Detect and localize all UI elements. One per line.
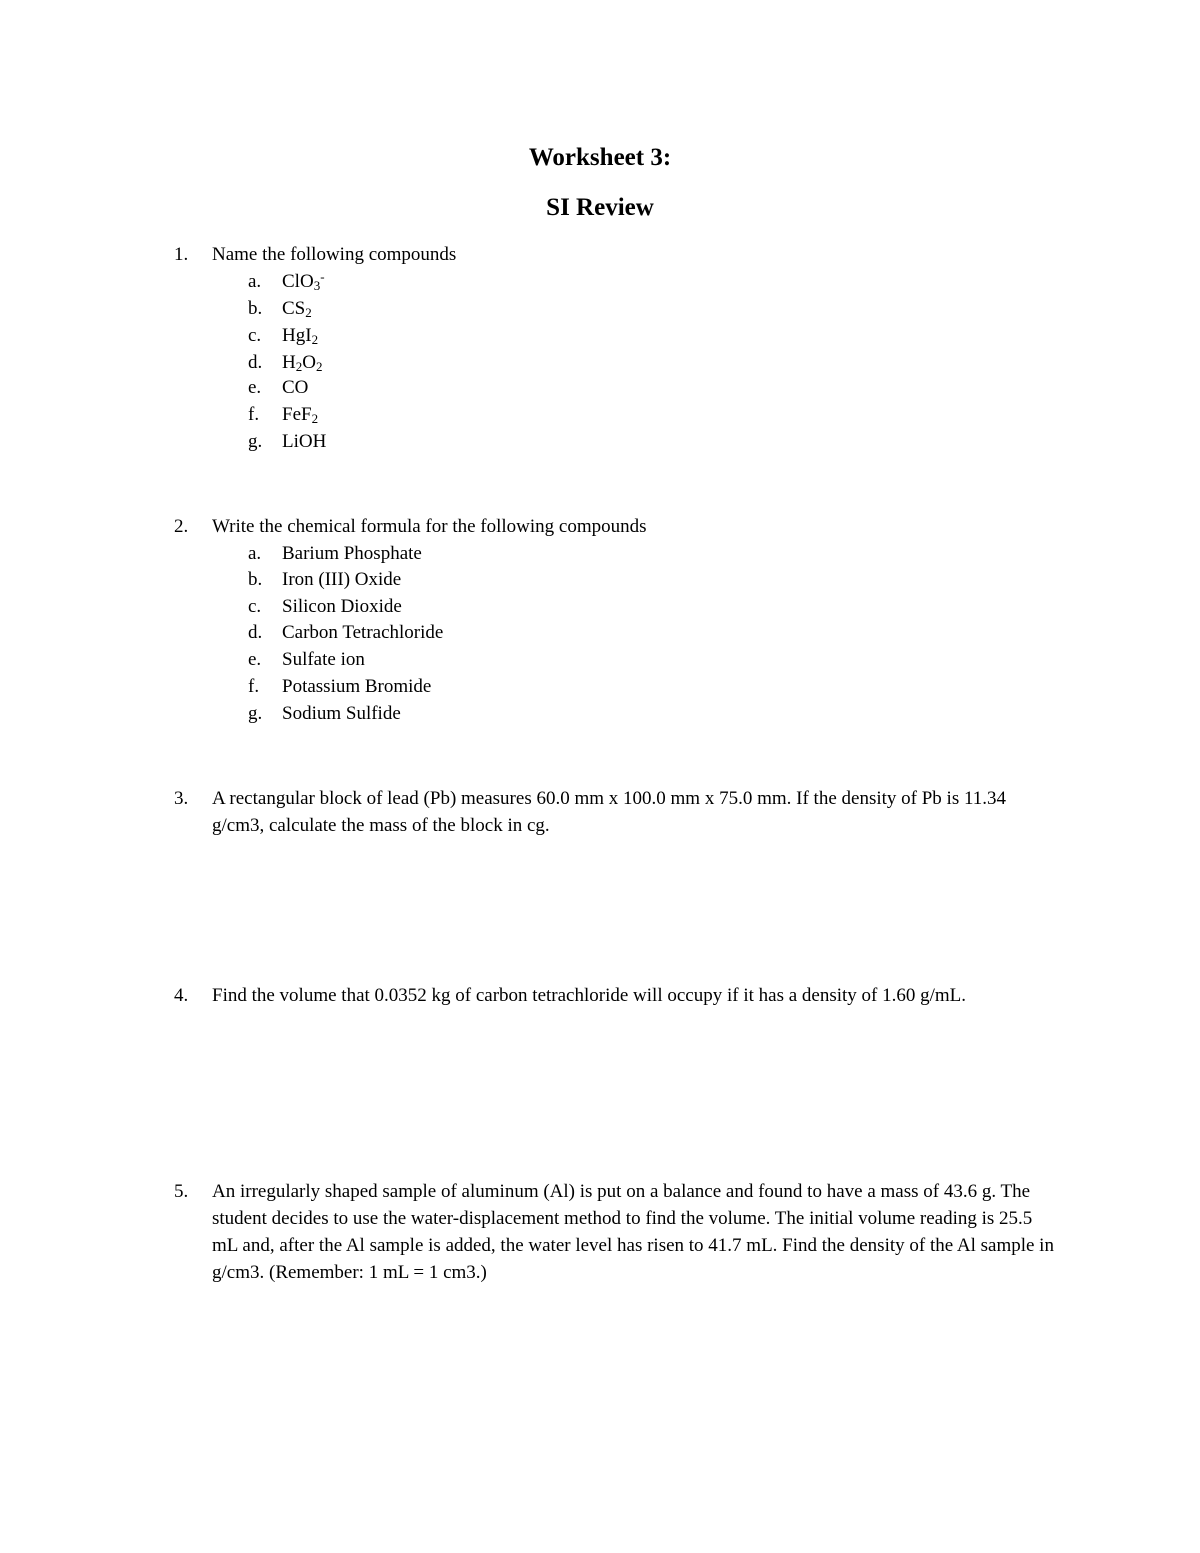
question-text: A rectangular block of lead (Pb) measures 60.0 mm x 100.0 mm x 75.0 mm. If the density of Pb is 11.34 g/cm3, calculate the mass of the block in cg. [212, 788, 1007, 836]
list-item [0, 295, 1200, 322]
item-letter: f. [248, 404, 260, 425]
question-text: Write the chemical formula for the following compounds [212, 516, 647, 537]
item-formula: CO [282, 377, 309, 398]
question-number: 1. [174, 244, 189, 265]
item-letter: a. [248, 543, 262, 564]
item-text: Barium Phosphate [282, 543, 422, 564]
list-item [0, 322, 1200, 349]
list-item [0, 428, 1200, 455]
question-number: 4. [174, 985, 189, 1006]
question-number: 2. [174, 516, 189, 537]
item-letter: b. [248, 298, 263, 319]
question-text: Find the volume that 0.0352 kg of carbon tetrachloride will occupy if it has a density of 1.60 g/mL. [212, 985, 967, 1006]
item-formula: LiOH [282, 431, 327, 452]
question-number: 5. [174, 1181, 189, 1202]
list-item [0, 700, 1200, 727]
item-letter: g. [248, 703, 263, 724]
item-formula: $CS_2$ [282, 298, 312, 320]
question-text: Name the following compounds [212, 244, 457, 265]
item-letter: c. [248, 596, 262, 617]
item-letter: g. [248, 431, 263, 452]
item-letter: c. [248, 325, 262, 346]
list-item [0, 374, 1200, 401]
list-item [0, 673, 1200, 700]
list-item [0, 646, 1200, 673]
list-item [0, 268, 1200, 295]
list-item [0, 349, 1200, 376]
item-text: Potassium Bromide [282, 676, 432, 697]
list-item [0, 619, 1200, 646]
item-letter: d. [248, 622, 263, 643]
item-letter: b. [248, 569, 263, 590]
worksheet-subtitle: SI Review [546, 194, 654, 221]
item-formula: HgI$_2$ [282, 325, 319, 347]
item-formula: FeF$_2$ [282, 404, 319, 426]
item-formula: ClO$_3$- [282, 269, 325, 293]
item-letter: a. [248, 271, 262, 292]
item-text: Sulfate ion [282, 649, 365, 670]
item-letter: e. [248, 377, 262, 398]
list-item [0, 401, 1200, 428]
item-letter: d. [248, 352, 263, 373]
item-formula: $H_2O_2$ [282, 352, 323, 374]
question-number: 3. [174, 788, 189, 809]
item-text: Silicon Dioxide [282, 596, 402, 617]
item-text: Sodium Sulfide [282, 703, 401, 724]
item-text: Iron (III) Oxide [282, 569, 402, 590]
list-item [0, 566, 1200, 593]
item-letter: e. [248, 649, 262, 670]
list-item [0, 593, 1200, 620]
item-text: Carbon Tetrachloride [282, 622, 444, 643]
question-text: An irregularly shaped sample of aluminum (Al) is put on a balance and found to have a mass of 43.6 g. The student decides to use the water-displacement method to find the volume. The initial volume reading is 25.5 mL and, after the Al sample is added, the water level has risen to 41.7 mL. Find the density of the Al sample in g/cm3. (Remember: 1 mL = 1 cm3.) [212, 1181, 1054, 1283]
item-letter: f. [248, 676, 260, 697]
worksheet-title: Worksheet 3: [528, 144, 672, 171]
list-item [0, 540, 1200, 567]
